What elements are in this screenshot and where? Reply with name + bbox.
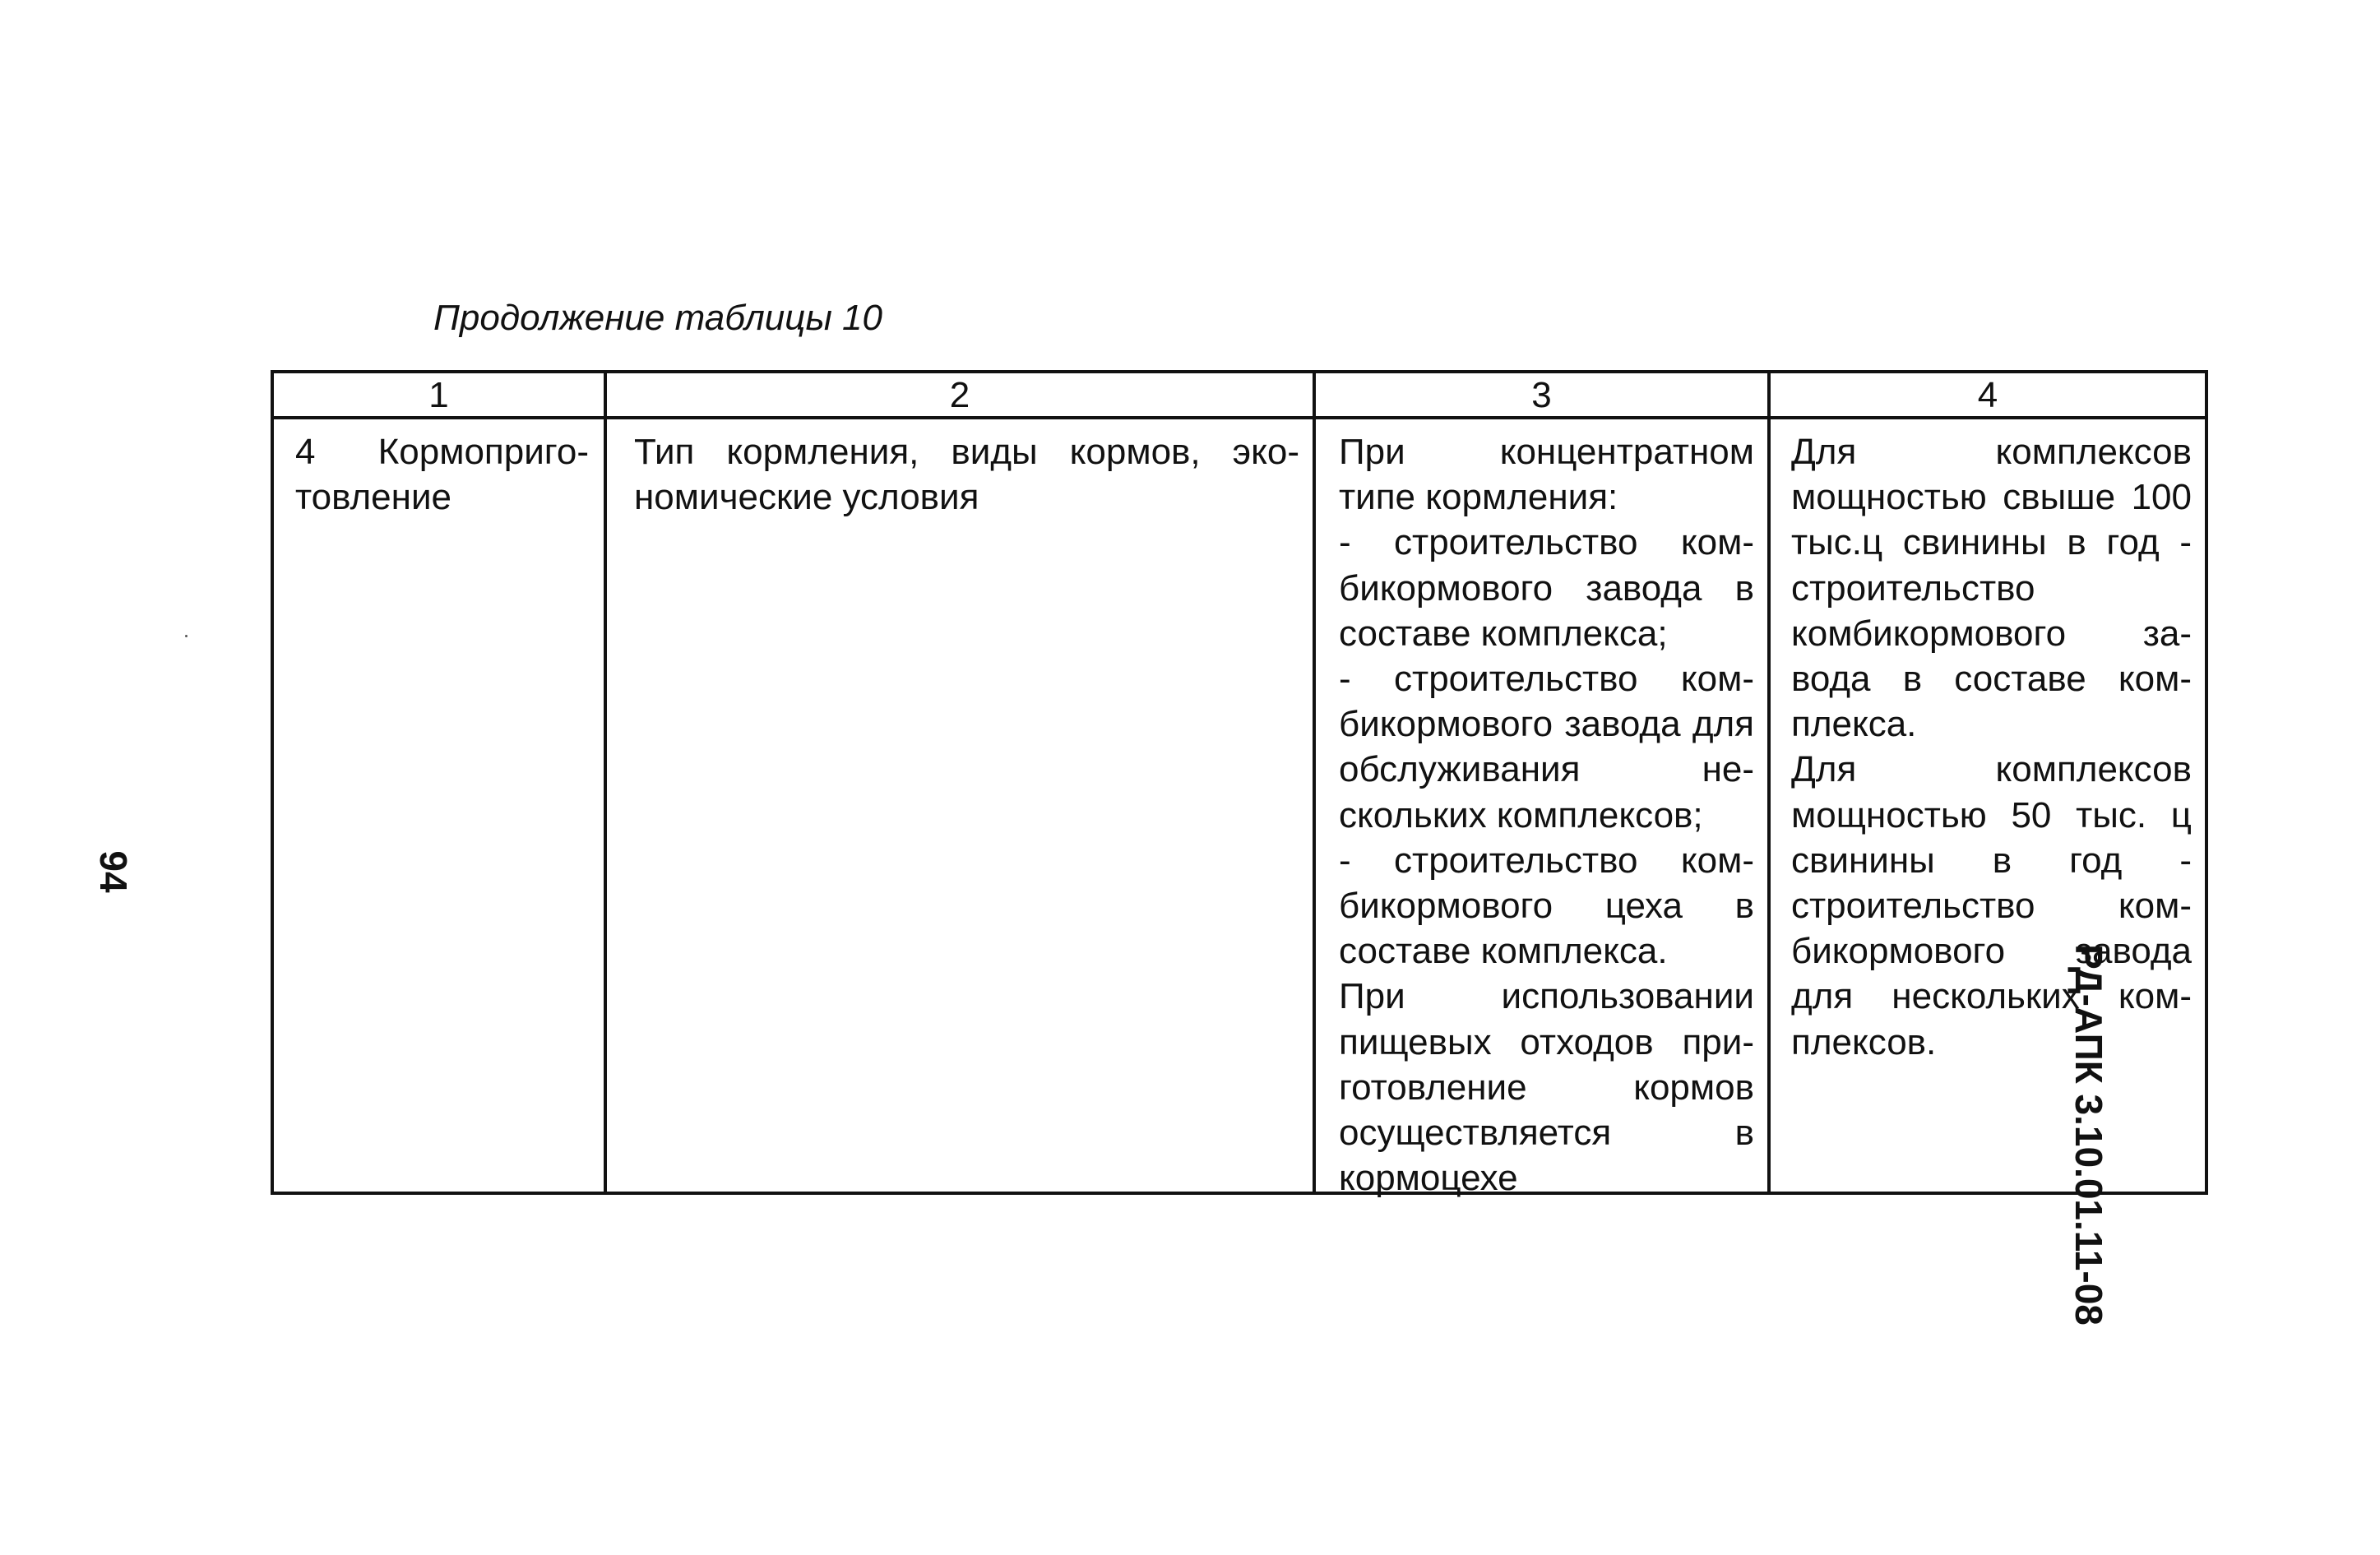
cell-paragraph: - строительство комбикормового завода для обслуживания нескольких комплексов; — [1339, 659, 1754, 835]
page-number: 94 — [92, 850, 135, 893]
cell-text: 4 Кормоприготовление — [295, 432, 589, 518]
table-cell-1 — [274, 419, 604, 520]
table-column-3 — [1316, 373, 1771, 1199]
table-column-1 — [274, 373, 607, 1192]
table-cell-4 — [1771, 419, 2205, 1065]
cell-paragraph: - строительство комбикормового завода в составе комплекса; — [1339, 522, 1754, 654]
cell-paragraph: При использовании пищевых отходов приготовление кормов осуществляется в кормоцехе — [1339, 976, 1754, 1199]
document-code: РД-АПК 3.10.01.11-08 — [2067, 944, 2110, 1326]
cell-text: Тип кормления, виды кормов, экономические условия — [634, 432, 1299, 518]
column-header-4: 4 — [1771, 373, 2205, 419]
table-column-2 — [607, 373, 1316, 1192]
column-header-3: 3 — [1316, 373, 1767, 419]
table-cell-2 — [607, 419, 1313, 520]
column-header-1: 1 — [274, 373, 604, 419]
data-table — [271, 370, 2208, 1199]
cell-paragraph: - строительство комбикормового цеха в составе комплекса. — [1339, 840, 1754, 972]
cell-paragraph: Для комплексов мощностью 50 тыс. ц свинины в год - строительство комбикормового завода для нескольких комплексов. — [1791, 749, 2192, 1062]
table-column-4 — [1771, 373, 2205, 1192]
cell-paragraph: При концентратном типе кормления: — [1339, 432, 1754, 518]
table-cell-3 — [1316, 419, 1767, 1201]
cell-paragraph: Для комплексов мощностью свыше 100 тыс.ц свинины в год - строительство комбикормового завода в составе комплекса. — [1791, 432, 2192, 745]
table-caption: Продолжение таблицы 10 — [433, 298, 882, 338]
column-header-2: 2 — [607, 373, 1313, 419]
scan-speck — [185, 635, 188, 637]
